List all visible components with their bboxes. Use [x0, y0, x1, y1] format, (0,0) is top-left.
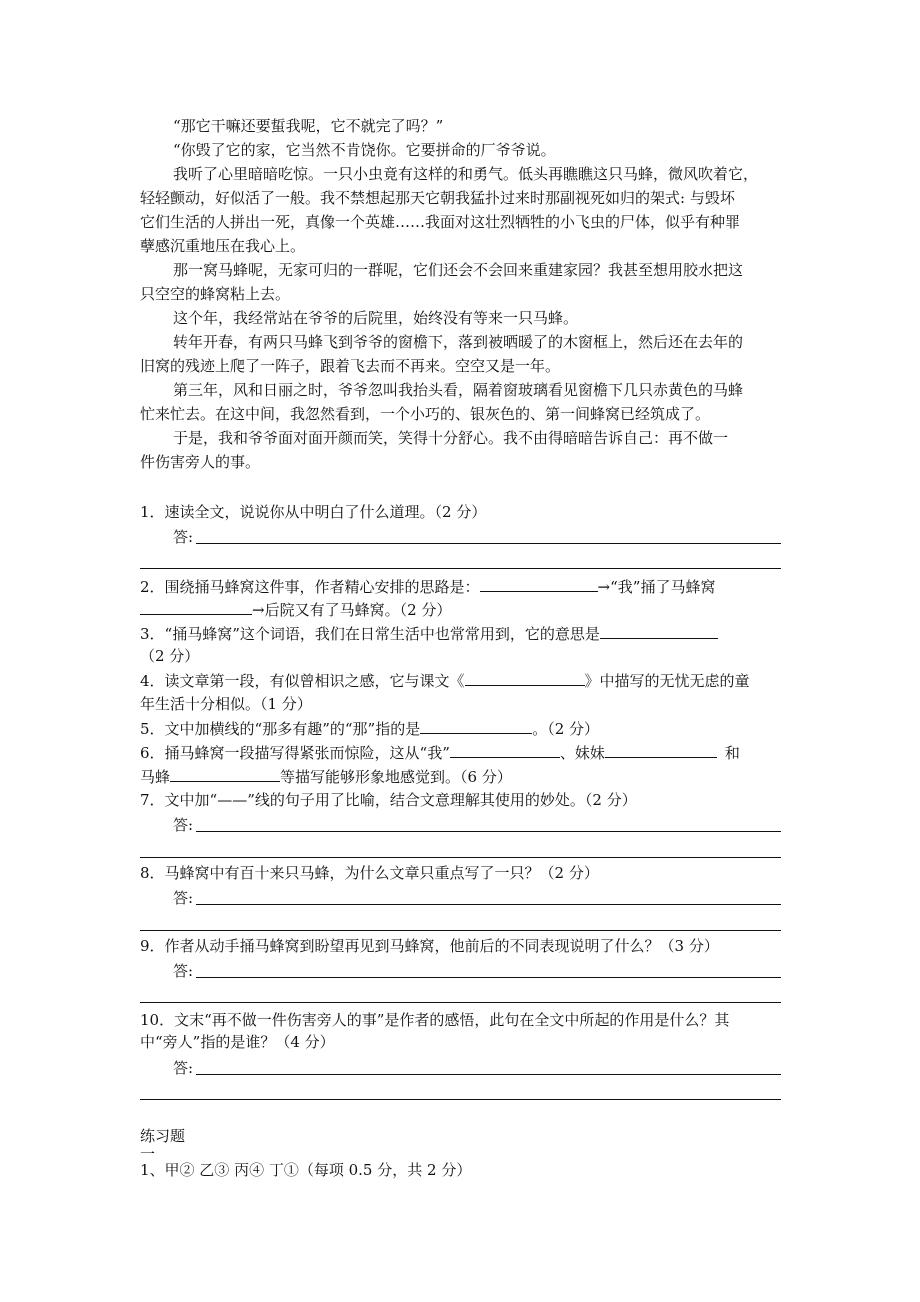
question-1: 1．速读全文，说说你从中明白了什么道理。（2 分） — [140, 503, 487, 521]
passage-line: 于是，我和爷爷面对面开颜而笑，笑得十分舒心。我不由得暗暗告诉自己：再不做一 — [173, 429, 729, 447]
answer-label: 答: — [173, 889, 194, 907]
passage-line: “你毁了它的家，它当然不肯饶你。它要拼命的厂爷爷说。 — [173, 141, 556, 159]
answer-label: 答: — [173, 1059, 194, 1077]
question-3 — [140, 623, 718, 644]
passage-line: 忙来忙去。在这中间，我忽然看到，一个小巧的、银灰色的、第一间蜂窝已经筑成了。 — [140, 405, 711, 423]
section-number: 一 — [140, 1145, 156, 1163]
answer-line[interactable] — [196, 1074, 781, 1075]
question-2 — [140, 576, 715, 597]
blank-field[interactable] — [140, 599, 252, 615]
answer-label: 答: — [173, 962, 194, 980]
passage-line: 只空空的蜂窝粘上去。 — [140, 285, 291, 303]
passage-line: 那一窝马蜂呢，无家可归的一群呢，它们还会不会回来重建家园？我甚至想用胶水把这 — [173, 261, 744, 279]
question-5 — [140, 718, 599, 739]
passage-line: 它们生活的人拼出一死，真像一个英雄……我面对这壮烈牺牲的小飞虫的尸体，似乎有种罪 — [140, 213, 741, 231]
question-7: 7．文中加“——”线的句子用了比喻，结合文意理解其使用的妙处。（2 分） — [140, 791, 637, 809]
answer-line[interactable] — [196, 977, 781, 978]
answer-key-line: 1、甲② 乙③ 丙④ 丁①（每项 0.5 分，共 2 分） — [140, 1161, 472, 1179]
question-text: 2．围绕捅马蜂窝这件事，作者精心安排的思路是： — [140, 578, 480, 596]
passage-line: 件伤害旁人的事。 — [140, 453, 261, 471]
question-text: 3．“捅马蜂窝”这个词语，我们在日常生活中也常常用到，它的意思是 — [140, 625, 600, 643]
blank-field[interactable] — [465, 670, 585, 686]
answer-line[interactable] — [140, 1099, 781, 1100]
question-10-cont: 中“旁人”指的是谁？（4 分） — [140, 1033, 335, 1051]
answer-line[interactable] — [196, 904, 781, 905]
question-text: 马蜂 — [140, 768, 171, 786]
answer-line[interactable] — [140, 857, 781, 858]
question-text: 6．捅马蜂窝一段描写得紧张而惊险，这从“我” — [140, 744, 450, 762]
blank-field[interactable] — [450, 742, 560, 758]
answer-line[interactable] — [140, 930, 781, 931]
blank-field[interactable] — [480, 576, 598, 592]
passage-line: 这个年，我经常站在爷爷的后院里，始终没有等来一只马蜂。 — [173, 309, 579, 327]
passage-line: “那它干嘛还要蜇我呢，它不就完了吗？” — [173, 117, 444, 135]
answer-line[interactable] — [140, 568, 781, 569]
blank-field[interactable] — [605, 742, 717, 758]
question-text: 5．文中加横线的“那多有趣”的“那”指的是 — [140, 720, 421, 738]
blank-field[interactable] — [420, 718, 532, 734]
question-8: 8．马蜂窝中有百十来只马蜂，为什么文章只重点写了一只？（2 分） — [140, 864, 599, 882]
answer-line[interactable] — [196, 831, 781, 832]
passage-line: 孽感沉重地压在我心上。 — [140, 237, 306, 255]
question-text: →“我”捅了马蜂窝 — [597, 578, 716, 596]
question-9: 9．作者从动手捅马蜂窝到盼望再见到马蜂窝，他前后的不同表现说明了什么？（3 分） — [140, 937, 719, 955]
section-heading: 练习题 — [140, 1127, 186, 1145]
answer-line[interactable] — [140, 1002, 781, 1003]
question-text: 。（2 分） — [532, 720, 600, 738]
answer-label: 答: — [173, 816, 194, 834]
passage-line: 旧窝的残迹上爬了一阵子，跟着飞去而不再来。空空又是一年。 — [140, 357, 561, 375]
question-text: 4．读文章第一段，有似曾相识之感，它与课文《 — [140, 672, 465, 690]
answer-line[interactable] — [196, 543, 781, 544]
answer-label: 答: — [173, 528, 194, 546]
passage-line: 转年开春，有两只马蜂飞到爷爷的窗檐下，落到被晒暖了的木窗框上，然后还在去年的 — [173, 333, 744, 351]
question-10: 10．文末“再不做一件伤害旁人的事”是作者的感悟，此句在全文中所起的作用是什么？其 — [140, 1011, 730, 1029]
question-text: 、妹妹 — [559, 744, 605, 762]
blank-field[interactable] — [170, 766, 280, 782]
question-text: →后院又有了马蜂窝。（2 分） — [252, 601, 452, 619]
blank-field[interactable] — [600, 623, 718, 639]
question-text: 》中描写的无忧无虑的童 — [584, 672, 750, 690]
question-6-cont — [140, 766, 512, 787]
question-text: 和 — [724, 744, 740, 762]
question-4-cont: 年生活十分相似。（1 分） — [140, 695, 312, 713]
question-text: 等描写能够形象地感觉到。（6 分） — [280, 768, 512, 786]
passage-line: 第三年，风和日丽之时，爷爷忽叫我抬头看，隔着窗玻璃看见窗檐下几只赤黄色的马蜂 — [173, 381, 744, 399]
question-6 — [140, 742, 740, 763]
passage-line: 我听了心里暗暗吃惊。一只小虫竟有这样的和勇气。低头再瞧瞧这只马蜂，微风吹着它， — [173, 165, 759, 183]
passage-line: 轻轻颤动，好似活了一般。我不禁想起那天它朝我猛扑过来时那副视死如归的架式: 与毁坏 — [140, 189, 735, 207]
question-4 — [140, 670, 750, 691]
question-2-cont — [140, 599, 451, 620]
question-3-cont: （2 分） — [140, 647, 200, 665]
